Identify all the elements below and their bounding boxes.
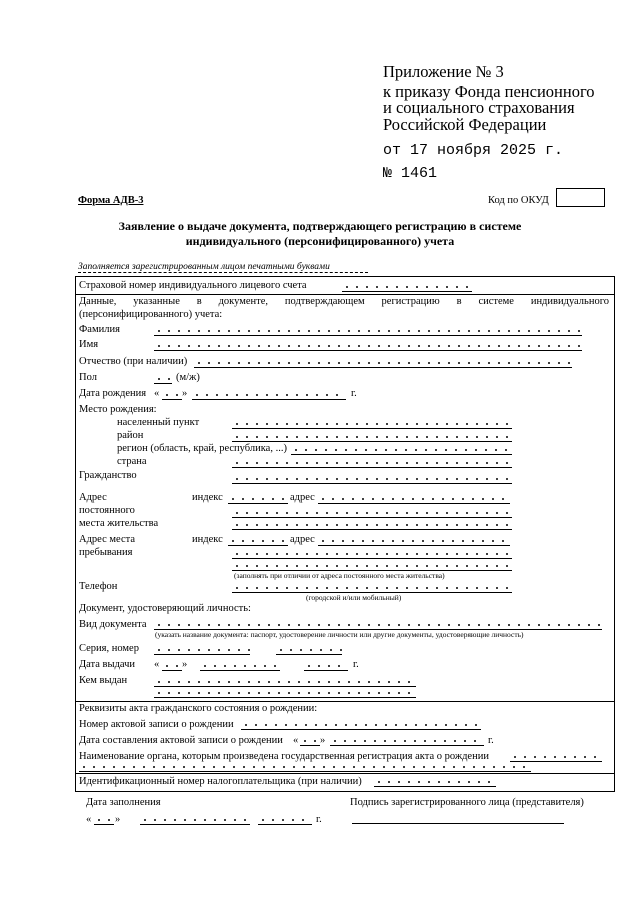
citizenship-field[interactable]: [232, 483, 512, 484]
phone-note: (городской и/или мобильный): [306, 593, 402, 602]
perm-address-field-1[interactable]: [318, 503, 510, 504]
perm-index-label: индекс: [192, 492, 223, 503]
fill-year-suffix: г.: [316, 814, 322, 825]
order-date: от 17 ноября 2025 г.: [383, 142, 564, 159]
doc-type-note: (указать название документа: паспорт, удостоверение личности или другие документы, удостоверяющие личность): [155, 630, 524, 639]
issue-date-label: Дата выдачи: [79, 659, 136, 670]
instruction: Заполняется зарегистрированным лицом печатными буквами: [78, 262, 330, 272]
okud-label: Код по ОКУД: [488, 195, 549, 206]
sex-field[interactable]: [154, 383, 172, 384]
snils-label: Страховой номер индивидуального лицевого счета: [79, 280, 307, 291]
issue-year-suffix: г.: [353, 659, 359, 670]
perm-address-field-3[interactable]: [232, 529, 512, 530]
registrar-label: Наименование органа, которым произведена государственная регистрация акта о рождении: [79, 751, 489, 762]
birth-day-field[interactable]: [162, 399, 182, 400]
fill-date-quote-close: »: [115, 814, 121, 825]
fill-year-field[interactable]: [258, 824, 312, 825]
region-label: регион (область, край, республика, ...): [117, 443, 287, 454]
act-number-field[interactable]: [241, 729, 481, 730]
birth-month-year-field[interactable]: [192, 399, 346, 400]
country-label: страна: [117, 456, 147, 467]
act-date-label: Дата составления актовой записи о рождении: [79, 735, 283, 746]
issued-by-field-1[interactable]: [154, 686, 416, 687]
patronymic-label: Отчество (при наличии): [79, 356, 188, 367]
order-number: № 1461: [383, 165, 438, 182]
surname-field[interactable]: [154, 335, 582, 336]
series-field[interactable]: [154, 654, 250, 655]
doc-type-label: Вид документа: [79, 619, 147, 630]
signature-field[interactable]: [352, 823, 564, 824]
perm-address-label-3: места жительства: [79, 518, 159, 529]
order-line-4: Российской Федерации: [383, 115, 547, 134]
okud-box[interactable]: [556, 188, 605, 207]
issued-by-label: Кем выдан: [79, 675, 128, 686]
issue-date-quote-open: «: [154, 659, 160, 670]
stay-address-field-1[interactable]: [318, 545, 510, 546]
fill-date-label: Дата заполнения: [86, 797, 161, 808]
district-label: район: [117, 430, 144, 441]
name-field[interactable]: [154, 350, 582, 351]
patronymic-field[interactable]: [194, 367, 572, 368]
citizenship-label: Гражданство: [79, 470, 137, 481]
act-number-label: Номер актовой записи о рождении: [79, 719, 234, 730]
snils-field[interactable]: [342, 291, 472, 292]
fill-date-quote-open: «: [86, 814, 92, 825]
sex-hint: (м/ж): [176, 372, 200, 383]
signature-label: Подпись зарегистрированного лица (представителя): [350, 797, 584, 808]
issue-day-field[interactable]: [162, 670, 182, 671]
stay-address-label-1: Адрес места: [79, 534, 135, 545]
appendix-number: Приложение № 3: [383, 62, 504, 81]
section-divider: [76, 701, 614, 702]
act-month-year-field[interactable]: [330, 745, 484, 746]
stay-index-field[interactable]: [228, 545, 288, 546]
act-date-quote-close: »: [320, 735, 326, 746]
series-number-label: Серия, номер: [79, 643, 139, 654]
sex-label: Пол: [79, 372, 97, 383]
birth-date-quote-close: »: [182, 388, 188, 399]
form-title-2: индивидуального (персонифицированного) учета: [185, 234, 455, 248]
form-code: Форма АДВ-3: [78, 195, 144, 206]
perm-address-label-1: Адрес: [79, 492, 107, 503]
issue-date-quote-close: »: [182, 659, 188, 670]
name-label: Имя: [79, 339, 99, 350]
row-divider: [76, 294, 614, 295]
doc-data-label: Данные, указанные в документе, подтверждающем регистрацию в системе индивидуального: [79, 296, 609, 307]
form-title-1: Заявление о выдаче документа, подтверждающего регистрацию в системе: [118, 219, 522, 233]
inn-field[interactable]: [374, 786, 496, 787]
instruction-line: [78, 272, 368, 273]
birth-date-label: Дата рождения: [79, 388, 147, 399]
order-line-3: и социального страхования: [383, 98, 575, 117]
stay-address-word: адрес: [290, 534, 315, 545]
birth-date-quote-open: «: [154, 388, 160, 399]
registrar-field-2[interactable]: [79, 771, 531, 772]
inn-label: Идентификационный номер налогоплательщика (при наличии): [79, 776, 362, 787]
number-field[interactable]: [276, 654, 342, 655]
issue-month-field[interactable]: [200, 670, 280, 671]
birth-place-label: Место рождения:: [79, 404, 157, 415]
id-doc-label: Документ, удостоверяющий личность:: [79, 603, 251, 614]
stay-address-label-2: пребывания: [79, 547, 133, 558]
registrar-field-1[interactable]: [510, 761, 602, 762]
surname-label: Фамилия: [79, 324, 120, 335]
inn-divider: [76, 773, 614, 774]
birth-year-suffix: г.: [351, 388, 357, 399]
birth-act-label: Реквизиты акта гражданского состояния о рождении:: [79, 703, 318, 714]
issued-by-field-2[interactable]: [154, 697, 416, 698]
fill-day-field[interactable]: [94, 824, 114, 825]
stay-address-field-2[interactable]: [232, 558, 512, 559]
perm-index-field[interactable]: [228, 503, 288, 504]
order-line-2: к приказу Фонда пенсионного: [383, 82, 595, 101]
form-frame: [75, 276, 615, 792]
locality-field[interactable]: [232, 428, 512, 429]
country-field[interactable]: [232, 467, 512, 468]
fill-month-field[interactable]: [140, 824, 250, 825]
stay-index-label: индекс: [192, 534, 223, 545]
phone-label: Телефон: [79, 581, 118, 592]
district-field[interactable]: [232, 441, 512, 442]
act-date-quote-open: «: [293, 735, 299, 746]
perm-address-field-2[interactable]: [232, 517, 512, 518]
perm-address-word: адрес: [290, 492, 315, 503]
issue-year-field[interactable]: [304, 670, 348, 671]
locality-label: населенный пункт: [117, 417, 200, 428]
act-year-suffix: г.: [488, 735, 494, 746]
region-field[interactable]: [291, 454, 512, 455]
act-day-field[interactable]: [300, 745, 320, 746]
doc-data-label-2: (персонифицированного) учета:: [79, 309, 223, 320]
stay-address-note: (заполнять при отличии от адреса постоянного места жительства): [234, 571, 445, 580]
perm-address-label-2: постоянного: [79, 505, 135, 516]
